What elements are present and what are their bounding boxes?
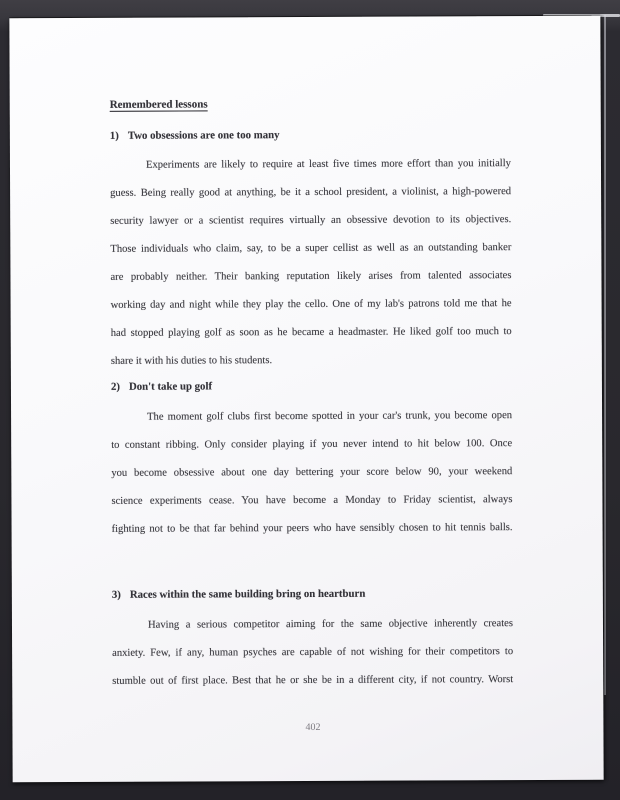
section-3-heading — [112, 587, 366, 603]
section-1-number: 1) — [109, 129, 119, 142]
body-line: science experiments cease. You have become a Monday to Friday scientist, always — [111, 494, 513, 507]
body-line: share it with his duties to his students. — [110, 355, 273, 367]
body-line: had stopped playing golf as soon as he became a headmaster. He liked golf too much to — [110, 326, 512, 339]
body-line: anxiety. Few, if any, human psyches are capable of not wishing for their competitors to — [112, 646, 514, 659]
backing-sheet-right-edge — [604, 15, 606, 695]
body-line: stumble out of first place. Best that he or she be in a different city, if not country. Worst — [112, 674, 514, 687]
section-1-paragraph — [110, 150, 512, 376]
section-2-number: 2) — [110, 380, 120, 393]
section-3-paragraph — [112, 610, 513, 696]
section-3-heading-text: Races within the same building bring on heartburn — [129, 587, 366, 601]
body-line: Having a serious competitor aiming for the same objective inherently creates — [147, 618, 514, 631]
paper-sheet — [9, 16, 603, 783]
body-line: you become obsessive about one day bettering your score below 90, your weekend — [111, 466, 513, 479]
section-2-heading-text: Don't take up golf — [128, 380, 213, 393]
section-2-heading — [111, 379, 212, 394]
body-line: Experiments are likely to require at least five times more effort than you initially — [145, 158, 511, 171]
section-1-heading — [110, 128, 280, 144]
body-line: guess. Being really good at anything, be it a school president, a violinist, a high-powered — [110, 186, 512, 199]
document-title: Remembered lessons — [109, 98, 208, 111]
body-line: to constant ribbing. Only consider playing if you never intend to hit below 100. Once — [111, 438, 513, 451]
body-line: working day and night while they play the cello. One of my lab's patrons told me that he — [110, 298, 512, 311]
section-1-heading-text: Two obsessions are one too many — [127, 129, 280, 142]
body-line: Those individuals who claim, say, to be a super cellist as well as an outstanding banker — [110, 242, 512, 255]
body-line: fighting not to be that far behind your peers who have sensibly chosen to hit tennis balls. — [111, 522, 513, 535]
section-2-paragraph — [111, 402, 513, 544]
body-line: are probably neither. Their banking reputation likely arises from talented associates — [110, 270, 512, 283]
body-line: security lawyer or a scientist requires virtually an obsessive devotion to its objectives. — [110, 214, 512, 227]
document-body — [109, 16, 513, 782]
section-3-number: 3) — [111, 588, 121, 601]
body-line: The moment golf clubs first become spotted in your car's trunk, you become open — [147, 410, 513, 423]
page-number: 402 — [305, 721, 321, 734]
